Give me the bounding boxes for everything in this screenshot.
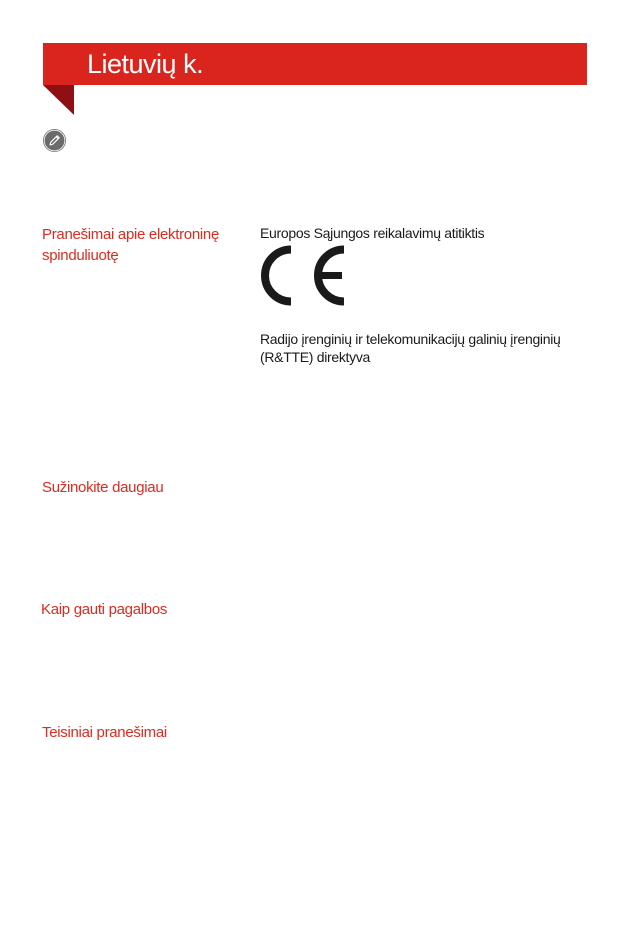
learn-more-heading: Sužinokite daugiau [42, 479, 164, 496]
pencil-note-icon [43, 129, 66, 152]
legal-notices-heading: Teisiniai pranešimai [42, 724, 167, 741]
get-help-heading: Kaip gauti pagalbos [41, 601, 168, 618]
rtte-directive-text: Radijo įrenginių ir telekomunikacijų galinių įrenginių (R&TTE) direktyva [260, 331, 561, 365]
ribbon-fold [43, 85, 74, 115]
eu-compliance-text: Europos Sąjungos reikalavimų atitiktis [260, 225, 485, 241]
language-banner [43, 43, 587, 85]
banner-title: Lietuvių k. [87, 49, 204, 79]
radiation-notice-heading: Pranešimai apie elektroninę spinduliuotę [42, 226, 220, 264]
ce-mark-icon [260, 245, 346, 306]
